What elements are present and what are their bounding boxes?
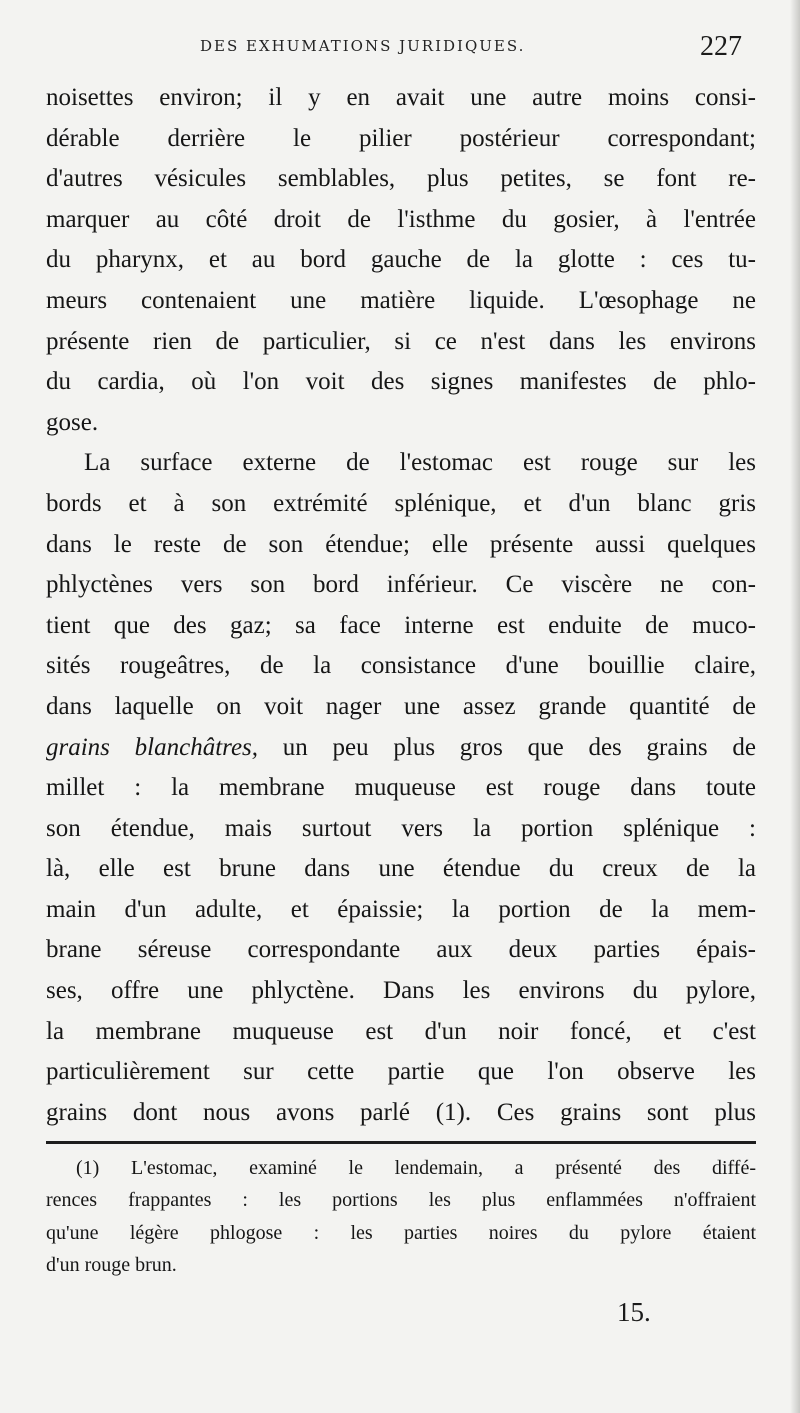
footnote-line: (1) L'estomac, examiné le lendemain, a présenté des diffé- [76, 1157, 756, 1179]
main-text [46, 78, 756, 1133]
text-line: noisettes environ; il y en avait une autre moins consi- [46, 84, 756, 111]
text-line: millet : la membrane muqueuse est rouge dans toute [46, 774, 756, 802]
signature-mark: 15. [617, 1297, 651, 1327]
page-number: 227 [700, 31, 742, 62]
text-line-remainder: un peu plus gros que des grains de [258, 733, 756, 761]
footnote-line: d'un rouge brun. [46, 1253, 177, 1276]
running-head: DES EXHUMATIONS JURIDIQUES. [200, 37, 526, 55]
text-line: du cardia, où l'on voit des signes manifestes de phlo- [46, 368, 756, 396]
text-line: dans laquelle on voit nager une assez grande quantité de [46, 692, 756, 720]
text-line: présente rien de particulier, si ce n'est dans les environs [46, 327, 756, 355]
page-edge [790, 0, 800, 1413]
footnote-line: rences frappantes : les portions les plus enflammées n'offraient [46, 1189, 756, 1212]
text-line: ses, offre une phlyctène. Dans les environs du pylore, [46, 977, 756, 1005]
text-line-with-italic [46, 728, 756, 769]
text-line: gose. [46, 408, 99, 436]
text-line: particulièrement sur cette partie que l'on observe les [46, 1058, 756, 1086]
footnote-divider [46, 1141, 756, 1144]
text-line: grains dont nous avons parlé (1). Ces grains sont plus [46, 1098, 756, 1126]
footnote-line: qu'une légère phlogose : les parties noires du pylore étaient [46, 1221, 756, 1244]
text-line: dérable derrière le pilier postérieur correspondant; [46, 124, 756, 152]
text-line: là, elle est brune dans une étendue du creux de la [46, 855, 756, 883]
text-line: meurs contenaient une matière liquide. L'œsophage ne [46, 286, 756, 314]
italic-phrase: grains blanchâtres, [46, 733, 259, 761]
text-line: tient que des gaz; sa face interne est enduite de muco- [46, 611, 756, 639]
text-line: phlyctènes vers son bord inférieur. Ce viscère ne con- [46, 571, 756, 599]
text-line: son étendue, mais surtout vers la portion splénique : [46, 814, 756, 842]
text-line: du pharynx, et au bord gauche de la glotte : ces tu- [46, 246, 756, 274]
footnote [46, 1152, 756, 1281]
text-line: marquer au côté droit de l'isthme du gosier, à l'entrée [46, 205, 756, 233]
text-line: la membrane muqueuse est d'un noir foncé, et c'est [46, 1017, 756, 1045]
text-line: bords et à son extrémité splénique, et d'un blanc gris [46, 489, 756, 517]
text-line: d'autres vésicules semblables, plus petites, se font re- [46, 165, 756, 193]
paragraph-start-line: La surface externe de l'estomac est rouge sur les [84, 449, 756, 477]
text-line: dans le reste de son étendue; elle présente aussi quelques [46, 530, 756, 558]
text-line: sités rougeâtres, de la consistance d'une bouillie claire, [46, 652, 756, 680]
text-line: main d'un adulte, et épaissie; la portion de la mem- [46, 895, 756, 923]
text-line: brane séreuse correspondante aux deux parties épais- [46, 936, 756, 964]
